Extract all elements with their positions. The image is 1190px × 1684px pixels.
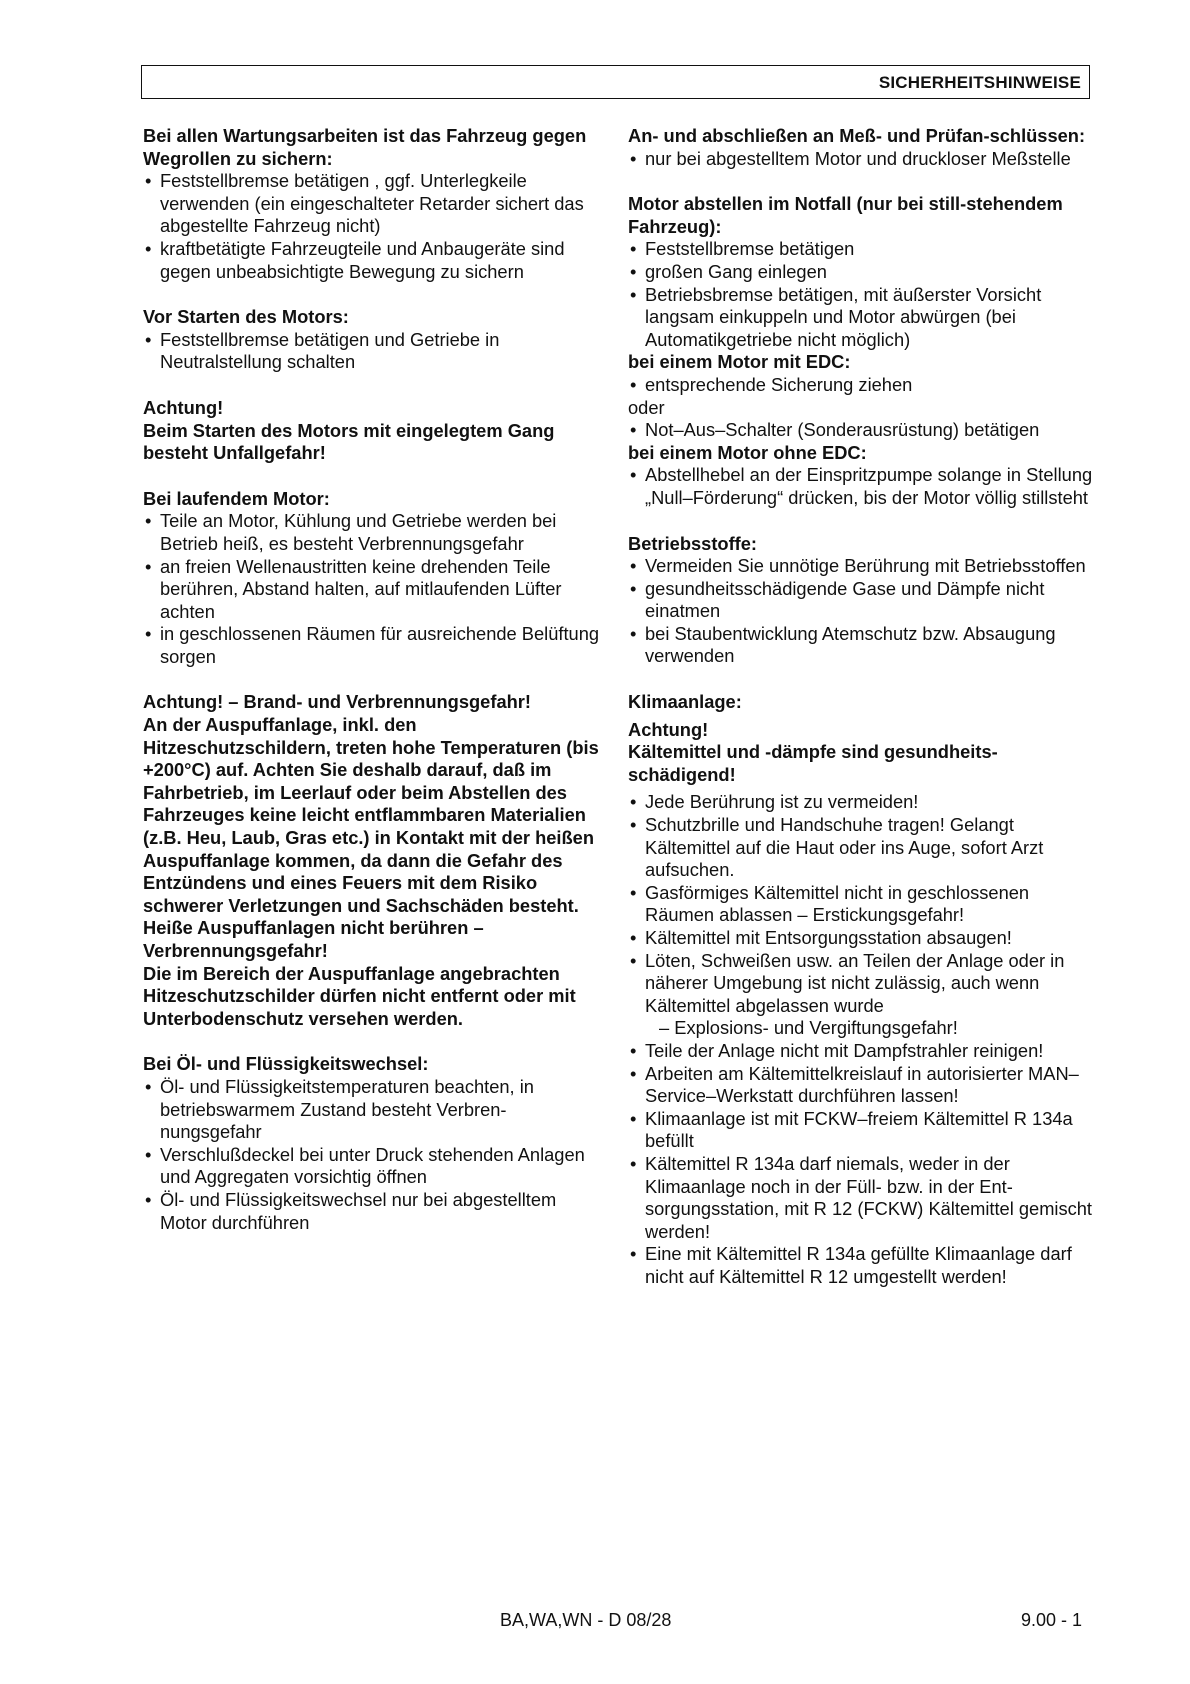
list-item: • Jede Berührung ist zu vermeiden! xyxy=(628,791,1098,814)
left-column xyxy=(143,125,608,1257)
list-item: • Teile an Motor, Kühlung und Getriebe werden bei Betrieb heiß, es besteht Verbrennungsgefahr xyxy=(143,510,608,555)
list-item: • nur bei abgestelltem Motor und druckloser Meßstelle xyxy=(628,148,1098,171)
list-item: • Schutzbrille und Handschuhe tragen! Gelangt Kältemittel auf die Haut oder ins Auge, sofort Arzt aufsuchen. xyxy=(628,814,1098,882)
list-item: • Eine mit Kältemittel R 134a gefüllte Klimaanlage darf nicht auf Kältemittel R 12 umgestellt werden! xyxy=(628,1243,1098,1288)
list-item: • Vermeiden Sie unnötige Berührung mit Betriebsstoffen xyxy=(628,555,1098,578)
list-item: • Betriebsbremse betätigen, mit äußerster Vorsicht langsam einkuppeln und Motor abwürgen (bei Automatikgetriebe nicht möglich) xyxy=(628,284,1098,352)
list-item: • Verschlußdeckel bei unter Druck stehenden Anlagen und Aggregaten vorsichtig öffnen xyxy=(143,1144,608,1189)
list-item-continuation: – Explosions- und Vergiftungsgefahr! xyxy=(659,1017,958,1039)
warning-paragraph: Heiße Auspuffanlagen nicht berühren – Verbrennungsgefahr! xyxy=(143,917,484,961)
section-heading: Vor Starten des Motors: xyxy=(143,306,349,328)
bullet-list xyxy=(628,374,1098,397)
warning-label: Achtung! xyxy=(628,718,709,740)
section-heading: Betriebsstoffe: xyxy=(628,532,758,554)
bullet-list xyxy=(143,510,608,668)
list-item: • großen Gang einlegen xyxy=(628,261,1098,284)
bullet-list xyxy=(143,329,608,374)
oder-text: oder xyxy=(628,396,665,418)
footer-page-number: 9.00 - 1 xyxy=(1021,1610,1083,1630)
list-item: • Abstellhebel an der Einspritzpumpe solange in Stellung „Null–Förderung“ drücken, bis der Motor völlig stillsteht xyxy=(628,464,1098,509)
list-item: • Arbeiten am Kältemittelkreislauf in autorisierter MAN–Service–Werkstatt durchführen lassen! xyxy=(628,1063,1098,1108)
list-item xyxy=(628,950,1098,1040)
list-item: • Öl- und Flüssigkeitswechsel nur bei abgestelltem Motor durchführen xyxy=(143,1189,608,1234)
bullet-list xyxy=(143,1076,608,1234)
section-heading: Motor abstellen im Notfall (nur bei still-stehendem Fahrzeug): xyxy=(628,193,1063,237)
bullet-list xyxy=(628,555,1098,668)
list-item: • Feststellbremse betätigen , ggf. Unterlegkeile verwenden (ein eingeschalteter Retarder sichert das abgestellte Fahrzeug nicht) xyxy=(143,170,608,238)
list-item: • Kältemittel mit Entsorgungsstation absaugen! xyxy=(628,927,1098,950)
section-messanschluesse xyxy=(628,125,1098,170)
list-item: • Feststellbremse betätigen und Getriebe in Neutralstellung schalten xyxy=(143,329,608,374)
bullet-list xyxy=(143,170,608,283)
bullet-list xyxy=(628,464,1098,509)
right-column xyxy=(628,125,1098,1312)
list-item: • Teile der Anlage nicht mit Dampfstrahler reinigen! xyxy=(628,1040,1098,1063)
header-box xyxy=(141,65,1090,99)
subheading-edc: bei einem Motor mit EDC: xyxy=(628,351,851,373)
list-item-text: • Löten, Schweißen usw. an Teilen der Anlage oder in näherer Umgebung ist nicht zulässig, auch wenn Kältemittel abgelassen wurde xyxy=(645,949,1065,1016)
warning-paragraph: An der Auspuffanlage, inkl. den Hitzeschutzschildern, treten hohe Temperaturen (bis +200°C) auf. Achten Sie deshalb darauf, daß im Fahrbetrieb, im Leerlauf oder beim Abstellen des Fahrzeuges keine leicht entflammbaren Materialien (z.B. Heu, Laub, Gras etc.) in Kontakt mit der heißen Auspuffanlage kommen, da dann die Gefahr des Entzündens und eines Feuers mit dem Risiko schwerer Verletzungen und Sachschäden besteht. xyxy=(143,714,599,916)
list-item: • bei Staubentwicklung Atemschutz bzw. Absaugung verwenden xyxy=(628,623,1098,668)
section-wartung xyxy=(143,125,608,283)
bullet-list xyxy=(628,148,1098,171)
section-heading: An- und abschließen an Meß- und Prüfan-schlüssen: xyxy=(628,125,1086,146)
list-item: • Gasförmiges Kältemittel nicht in geschlossenen Räumen ablassen – Erstickungsgefahr! xyxy=(628,882,1098,927)
subheading-no-edc: bei einem Motor ohne EDC: xyxy=(628,441,867,463)
warning-text: Kältemittel und -dämpfe sind gesundheits-schädigend! xyxy=(628,741,998,785)
list-item: • an freien Wellenaustritten keine drehenden Teile berühren, Abstand halten, auf mitlaufenden Lüfter achten xyxy=(143,556,608,624)
section-vor-start xyxy=(143,306,608,374)
list-item: • Feststellbremse betätigen xyxy=(628,238,1098,261)
list-item: • Klimaanlage ist mit FCKW–freiem Kältemittel R 134a befüllt xyxy=(628,1108,1098,1153)
page-title: SICHERHEITSHINWEISE xyxy=(878,73,1081,92)
section-heading: Klimaanlage: xyxy=(628,691,742,713)
section-heading: Bei allen Wartungsarbeiten ist das Fahrzeug gegen Wegrollen zu sichern: xyxy=(143,125,587,169)
list-item: • gesundheitsschädigende Gase und Dämpfe nicht einatmen xyxy=(628,578,1098,623)
section-laufender-motor xyxy=(143,488,608,669)
section-betriebsstoffe xyxy=(628,533,1098,669)
list-item: • Öl- und Flüssigkeitstemperaturen beachten, in betriebswarmem Zustand besteht Verbren-nungsgefahr xyxy=(143,1076,608,1144)
section-klimaanlage xyxy=(628,691,1098,1288)
list-item: • in geschlossenen Räumen für ausreichende Belüftung sorgen xyxy=(143,623,608,668)
section-heading: Bei Öl- und Flüssigkeitswechsel: xyxy=(143,1053,429,1075)
list-item: • kraftbetätigte Fahrzeugteile und Anbaugeräte sind gegen unbeabsichtigte Bewegung zu sichern xyxy=(143,238,608,283)
list-item: • Kältemittel R 134a darf niemals, weder in der Klimaanlage noch in der Füll- bzw. in der Ent-sorgungsstation, mit R 12 (FCKW) Kältemittel gemischt werden! xyxy=(628,1153,1098,1243)
section-brand xyxy=(143,691,608,1030)
section-notfall xyxy=(628,193,1098,509)
bullet-list xyxy=(628,791,1098,1288)
section-heading: Achtung! – Brand- und Verbrennungsgefahr! xyxy=(143,691,531,713)
warning-paragraph: Die im Bereich der Auspuffanlage angebrachten Hitzeschutzschilder dürfen nicht entfernt oder mit Unterbodenschutz versehen werden. xyxy=(143,962,576,1029)
warning-label: Achtung! xyxy=(143,396,224,418)
footer-document-code: BA,WA,WN - D 08/28 xyxy=(500,1610,672,1630)
section-heading: Bei laufendem Motor: xyxy=(143,487,330,509)
bullet-list xyxy=(628,419,1098,442)
list-item: • entsprechende Sicherung ziehen xyxy=(628,374,1098,397)
warning-text: Beim Starten des Motors mit eingelegtem Gang besteht Unfallgefahr! xyxy=(143,419,555,464)
list-item: • Not–Aus–Schalter (Sonderausrüstung) betätigen xyxy=(628,419,1098,442)
bullet-list xyxy=(628,238,1098,351)
section-oelwechsel xyxy=(143,1053,608,1234)
section-achtung-start xyxy=(143,397,608,465)
